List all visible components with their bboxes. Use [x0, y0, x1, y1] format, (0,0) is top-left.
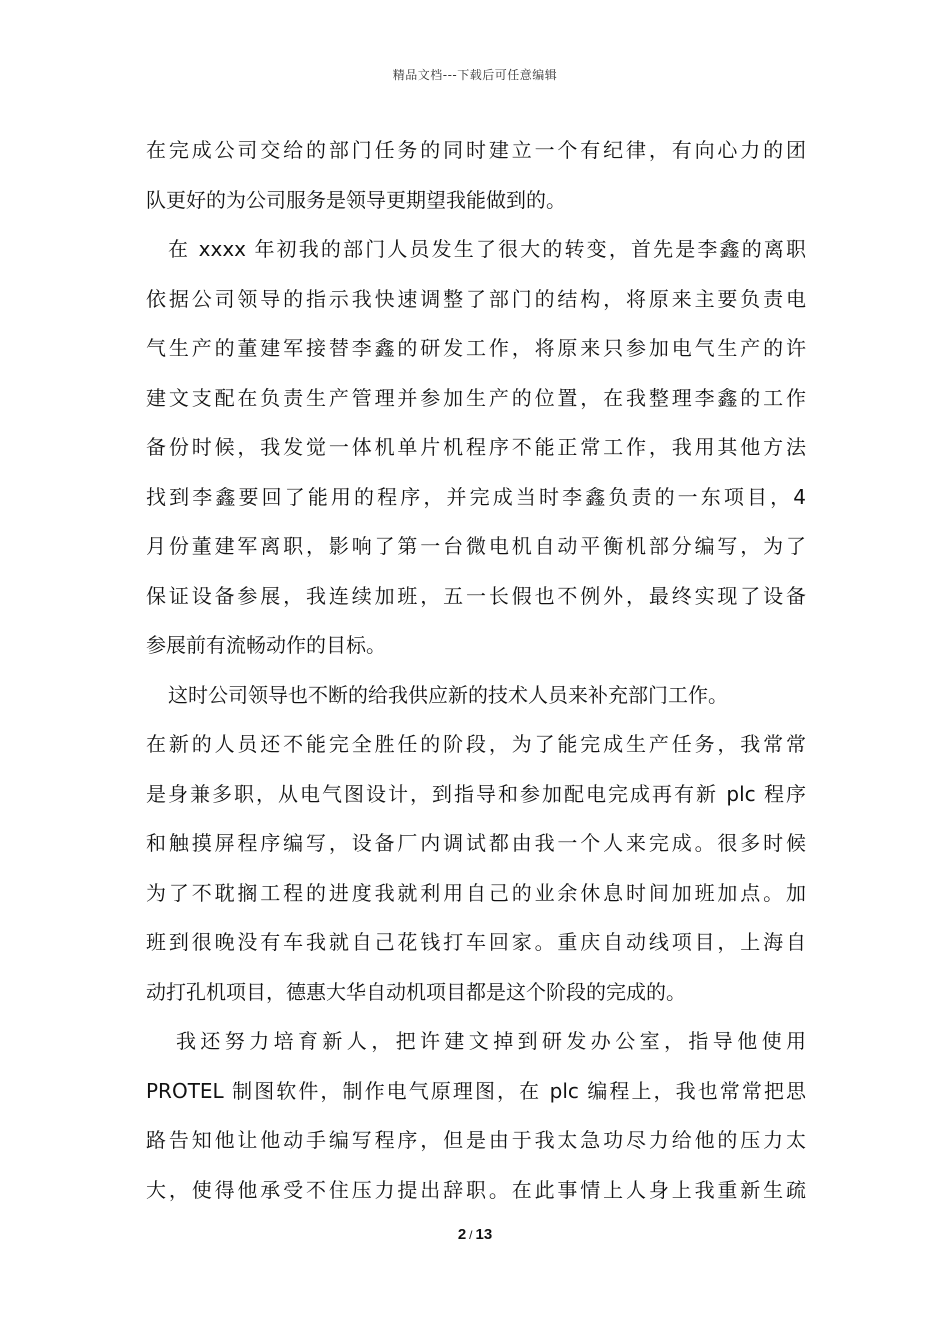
text-line: 动打孔机项目，德惠大华自动机项目都是这个阶段的完成的。 [146, 979, 686, 1004]
text-line: 路告知他让他动手编写程序，但是由于我太急功尽力给他的压力太 [146, 1128, 806, 1152]
document-body [146, 126, 806, 1215]
text-line: 在新的人员还不能完全胜任的阶段，为了能完成生产任务，我常常 [146, 732, 806, 756]
text-line: 气生产的董建军接替李鑫的研发工作，将原来只参加电气生产的许 [146, 336, 806, 360]
text-line: 月份董建军离职，影响了第一台微电机自动平衡机部分编写，为了 [146, 534, 806, 558]
text-line: 队更好的为公司服务是领导更期望我能做到的。 [146, 187, 566, 212]
text-line: PROTEL 制图软件，制作电气原理图，在 plc 编程上，我也常常把思 [146, 1078, 806, 1103]
text-line: 在 xxxx 年初我的部门人员发生了很大的转变，首先是李鑫的离职 [168, 237, 806, 261]
current-page: 2 [457, 1226, 467, 1243]
paragraph-2 [146, 225, 806, 671]
text-line: 是身兼多职，从电气图设计，到指导和参加配电完成再有新 plc 程序 [146, 781, 806, 806]
total-pages: 13 [475, 1226, 493, 1243]
text-line: 备份时候，我发觉一体机单片机程序不能正常工作，我用其他方法 [146, 435, 806, 459]
text-line: 班到很晚没有车我就自己花钱打车回家。重庆自动线项目，上海自 [146, 930, 806, 954]
page-separator: / [469, 1228, 473, 1242]
text-line: 这时公司领导也不断的给我供应新的技术人员来补充部门工作。 [168, 682, 728, 707]
text-line: 我还努力培育新人，把许建文掉到研发办公室，指导他使用 [176, 1029, 806, 1053]
text-line: 大，使得他承受不住压力提出辞职。在此事情上人身上我重新生疏 [146, 1177, 806, 1202]
text-line: 在完成公司交给的部门任务的同时建立一个有纪律，有向心力的团 [146, 138, 806, 162]
text-line: 建文支配在负责生产管理并参加生产的位置，在我整理李鑫的工作 [146, 385, 806, 410]
text-line: 为了不耽搁工程的进度我就利用自己的业余休息时间加班加点。加 [146, 880, 806, 905]
paragraph-4 [146, 1017, 806, 1215]
text-line: 保证设备参展，我连续加班，五一长假也不例外，最终实现了设备 [146, 583, 806, 608]
page-number [0, 1226, 950, 1243]
text-line: 依据公司领导的指示我快速调整了部门的结构，将原来主要负责电 [146, 286, 806, 311]
paragraph-3 [146, 671, 806, 1018]
text-line: 参展前有流畅动作的目标。 [146, 633, 386, 657]
paragraph-1 [146, 126, 806, 225]
text-line: 和触摸屏程序编写，设备厂内调试都由我一个人来完成。很多时候 [146, 831, 806, 855]
text-line: 找到李鑫要回了能用的程序，并完成当时李鑫负责的一东项目，4 [146, 484, 806, 509]
page-header: 精品文档---下载后可任意编辑 [392, 68, 558, 82]
